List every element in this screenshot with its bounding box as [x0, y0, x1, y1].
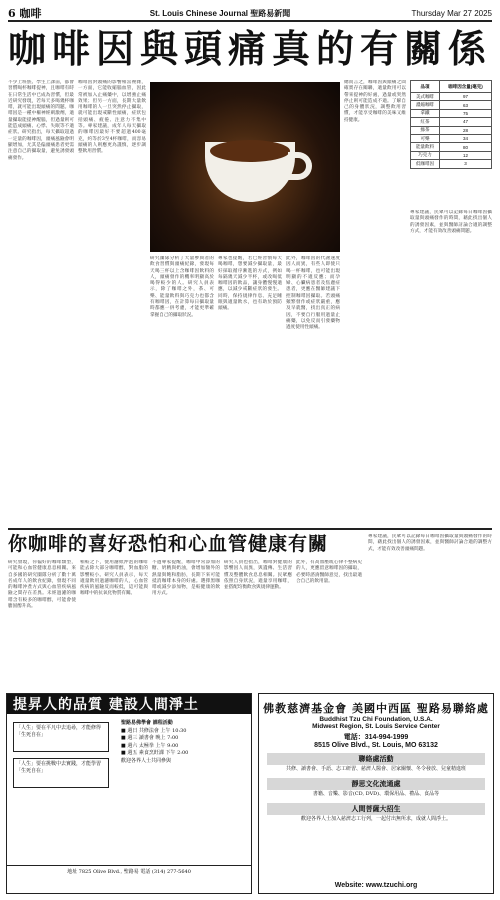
table-row — [411, 93, 492, 101]
article2-column-5: 此外，有高血壓或心律不整病史的人，更應留意咖啡因的攝取，必要時諮詢醫師意見，找出最適合自己的飲用量。 — [296, 560, 362, 584]
org-phone: 電話：314-994-1999 — [343, 734, 409, 741]
page-number: 6 咖啡 — [8, 7, 42, 20]
table-cell: 12 — [440, 151, 492, 159]
table-cell: 濃縮咖啡 — [411, 101, 440, 109]
article-column-6: 總而言之，咖啡因與頭痛之間確實存在關聯，適量飲用可以帶來提神的好處，過量或突然停止則可能造成不適。了解自己的身體狀況，調整飲用習慣，才能享受咖啡的美味又維持健康。 — [344, 80, 406, 123]
table-cell: 63 — [440, 101, 492, 109]
article2-column-4: 研究人員也指出，咖啡對健康的影響因人而異，與遺傳、生活習慣及整體飲食息息相關。民眾應依照自身狀況，適量享用咖啡，並搭配均衡飲食與規律運動。 — [224, 560, 292, 591]
table-cell: 綠茶 — [411, 126, 440, 134]
table-cell: 紅茶 — [411, 118, 440, 126]
paper-name: St. Louis Chinese Journal 聖路易新聞 — [149, 8, 291, 18]
article2-column-6: 專家建議，民眾可以記錄每日咖啡因攝取量與頭痛發作的時間，藉此找出個人的誘發因素，並與醫師討論合適的調整方式，才能有效改善頭痛問題。 — [368, 534, 492, 552]
table-row — [411, 109, 492, 117]
table-cell: 巧克力 — [411, 151, 440, 159]
tzuchi-ad — [258, 693, 494, 894]
ad-footer: 地址 7825 Olive Blvd., 聖路易 電話 (314) 277-5640 — [7, 865, 251, 893]
cup-handle — [288, 152, 312, 180]
article-column-3: 研究團隊分析了大量參與者的飲食習慣與頭痛紀錄，發現每天喝三杯以上含咖啡因飲料的人，頭痛發作的機率明顯高於喝得較少的人。研究人員表示，除了咖啡之外，茶、可樂、能量飲料與巧克力也都含有咖啡因，在計算每日攝取量時都應一併考慮，才能更準確掌握自己的攝取狀況。 — [150, 256, 214, 318]
schedule-title: 聖路易佛學會 課程活動 — [121, 720, 173, 726]
section-title: 聯絡處活動 — [267, 753, 485, 765]
buddhist-society-ad — [6, 693, 252, 894]
table-header: 咖啡因含量(毫克) — [440, 81, 492, 93]
table-cell: 28 — [440, 126, 492, 134]
website-link[interactable]: Website: www.tzuchi.org — [334, 882, 418, 889]
article-column-1: 不少上班族、學生上課前，都會習慣喝杯咖啡提神，且咖啡有時在日常生活中已成為習慣，但最近研究發現，若每天多喝幾杯咖啡，就可能出現頭痛的問題。咖啡因是一種中樞神經刺激劑，適量攝取能提神醒腦，但過量則可能造成頭痛、心悸、失眠等不適症狀。研究指出，每天攝取超過一定量的咖啡因，頭痛風險會明顯增加，尤其是偏頭痛患者更需注意自己的攝取量，避免誘發頭痛發作。 — [8, 80, 74, 161]
table-row — [411, 160, 492, 168]
schedule-line: ■ 週五 素食烹飪課 下午 2:00 — [121, 750, 189, 757]
section-title: 靜思文化流通處 — [267, 778, 485, 790]
table-row — [411, 134, 492, 142]
table-header: 品項 — [411, 81, 440, 93]
table-cell: 能量飲料 — [411, 143, 440, 151]
page-header — [8, 6, 492, 22]
table-cell: 80 — [440, 143, 492, 151]
section-divider — [8, 528, 492, 530]
table-cell: 低咖啡因 — [411, 160, 440, 168]
quote-box-1: 「人生」要在平凡中去追尋，才能修得「生死自在」 — [13, 722, 109, 752]
org-name-zh: 佛教慈濟基金會 美國中西區 聖路易聯絡處 — [263, 702, 489, 715]
table-row — [411, 101, 492, 109]
schedule-line: ■ 週三 讀書會 晚上 7:00 — [121, 735, 179, 742]
issue-date: Thursday Mar 27 2025 — [411, 8, 492, 18]
table-row — [411, 151, 492, 159]
article-column-2: 咖啡因對頭痛的影響相當複雜，一方面，它能收縮腦血管，因此常被加入止痛藥中，以增強止痛效果；但另一方面，長期大量飲用咖啡的人一旦突然停止攝取，就可能出現戒斷性頭痛，症狀包括頭痛、疲倦、注意力不集中等。專家建議，成年人每天攝取的咖啡因最好不要超過400毫克，約等於3至4杯咖啡，而容易頭痛的人則應更為謹慎，逐步調整飲用習慣。 — [78, 80, 146, 155]
table-cell: 拿鐵 — [411, 109, 440, 117]
table-row — [411, 118, 492, 126]
table-cell: 3 — [440, 160, 492, 168]
coffee-surface — [210, 140, 290, 162]
table-row — [411, 143, 492, 151]
table-cell: 97 — [440, 93, 492, 101]
main-headline: 咖啡因與頭痛真的有關係 — [8, 26, 493, 71]
schedule-line: ■ 週日 共修法會 上午 10:30 — [121, 727, 187, 734]
table-cell: 47 — [440, 118, 492, 126]
section-text: 歡迎各界人士加入慈濟志工行列，一起付出無所求，成就人間淨土。 — [300, 816, 451, 822]
schedule — [121, 720, 247, 766]
article-column-5: 此外，咖啡因的代謝速度因人而異，有些人即使只喝一杯咖啡，也可能出現明顯的不適反應；而孕婦、心臟病患者及焦慮症患者，更應在醫師建議下控制咖啡因攝取。若頭痛頻繁發作或症狀嚴重，應及早就醫，找出真正的病因，不要自行服用過量止痛藥，以免反而引發藥物過度使用性頭痛。 — [286, 256, 340, 331]
coffee-cup-photo — [150, 82, 340, 252]
org-name-en: Buddhist Tzu Chi Foundation, U.S.A. — [319, 716, 433, 723]
second-headline: 你咖啡的喜好恐怕和心血管健康有關 — [8, 533, 329, 555]
table-cell: 75 — [440, 109, 492, 117]
table-row — [411, 126, 492, 134]
table-cell: 美式咖啡 — [411, 93, 440, 101]
article2-column-2: 相較之下，使用濾紙沖泡的咖啡能去除大部分咖啡醇，對血脂的影響較小。研究人員表示，每天適量飲用過濾咖啡的人，心血管疾病的風險反而較低，這可能與咖啡中的抗氧化物質有關。 — [80, 560, 148, 597]
section-text: 共修、讀書會、手語、志工研習、慈濟人醫會、居家關懷、冬令發放、兒童精進班 — [285, 766, 466, 772]
table-cell: 34 — [440, 134, 492, 142]
article2-column-1: 研究發現，你偏好的咖啡類型，可能和心血管健康息息相關。來自多國的研究團隊分析了數十萬名成年人的飲食紀錄，發現不同的咖啡沖煮方式與心血管疾病風險之間存在差異。未經過濾的咖啡含有較多的咖啡醇，可能會使膽固醇升高。 — [8, 560, 76, 610]
schedule-line: ■ 週六 太極拳 上午 9:00 — [121, 742, 179, 749]
quote-box-2: 「人生」要在挑戰中去實踐，才能學習「生死自在」 — [13, 758, 109, 788]
schedule-line: 歡迎各界人士共同參與 — [121, 757, 172, 764]
ad-banner: 提昇人的品質 建設人間淨土 — [7, 694, 251, 714]
org-region: Midwest Region, St. Louis Service Center — [312, 723, 440, 730]
table-cell: 可樂 — [411, 134, 440, 142]
section-title: 人間菩薩大招生 — [267, 803, 485, 815]
article2-column-3: 不過專家提醒，咖啡中常添加的糖、奶精與奶油，會增加額外的熱量與飽和脂肪，長期下來可能抵消咖啡本身的好處。選擇黑咖啡或減少添加物，是較健康的飲用方式。 — [152, 560, 220, 597]
org-address: 8515 Olive Blvd., St. Louis, MO 63132 — [314, 742, 438, 749]
article-column-7: 專家建議，民眾可以記錄每日咖啡因攝取量與頭痛發作的時間，藉此找出個人的誘發因素，並與醫師討論合適的調整方式，才能有效改善頭痛問題。 — [410, 210, 492, 234]
section-text: 書籍、音樂、影音(CD, DVD)、環保用品、禮品、食品等 — [312, 791, 440, 797]
caffeine-content-table — [410, 80, 492, 169]
article-column-4: 專家也提醒，若已經習慣每天喝咖啡，想要減少攝取量，最好採取循序漸進的方式，例如每隔幾天減少半杯，或改喝低咖啡因的飲品，讓身體慢慢適應，以減少戒斷症狀的發生。同時，保持規律作息、充足睡眠與適量飲水，也有助於預防頭痛。 — [218, 256, 282, 312]
